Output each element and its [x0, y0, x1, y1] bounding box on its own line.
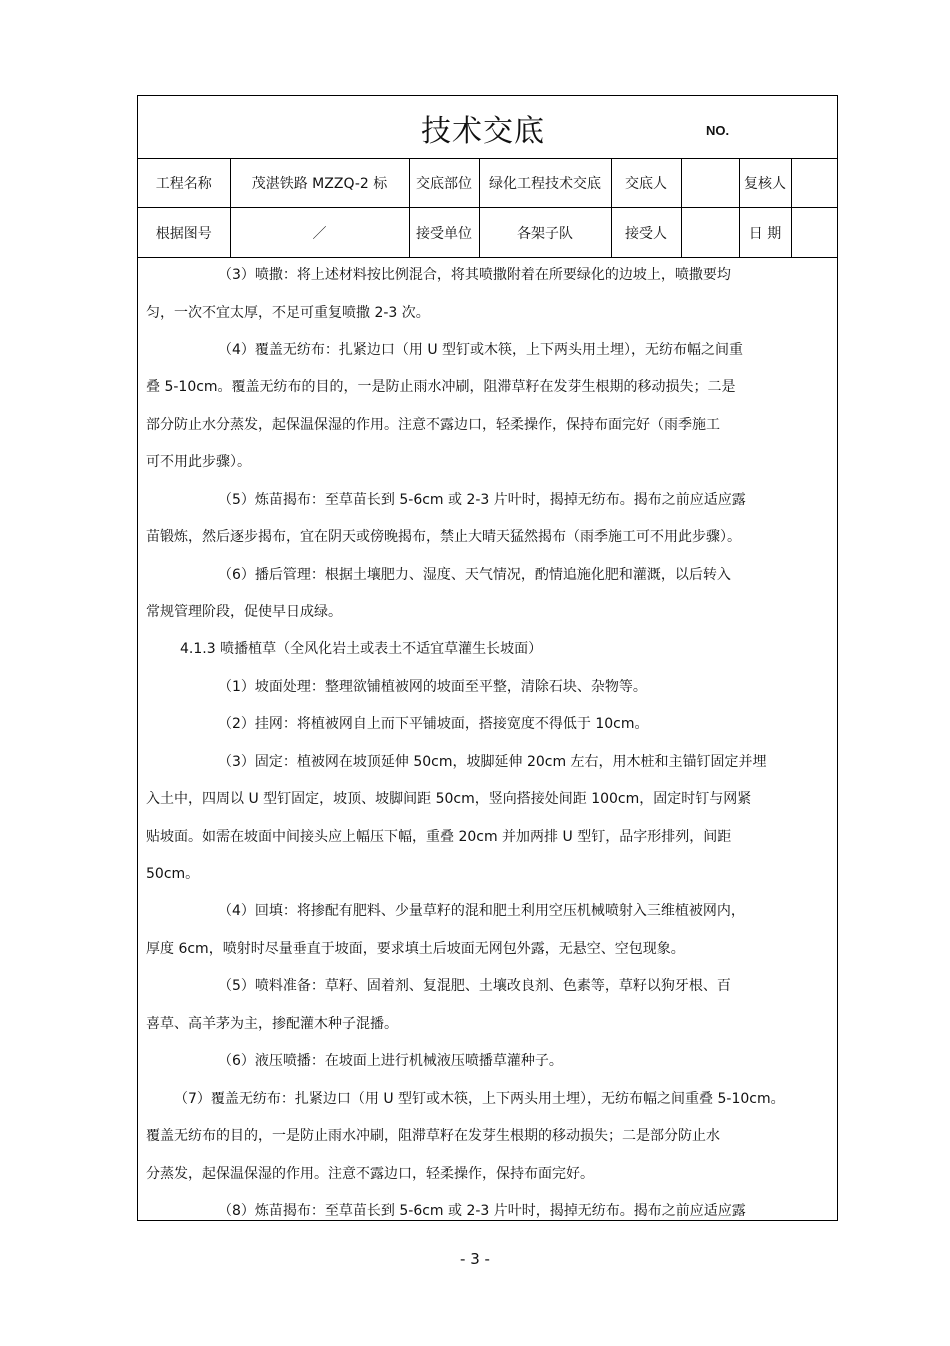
text-line: 入土中，四周以 U 型钉固定，坡顶、坡脚间距 50cm，竖向搭接处间距 100cm，固定时钉与网紧 [146, 791, 752, 807]
text-line: （4）回填：将掺配有肥料、少量草籽的混和肥土利用空压机械喷射入三维植被网内， [218, 903, 745, 919]
text-line: （1）坡面处理：整理欲铺植被网的坡面至平整，清除石块、杂物等。 [218, 679, 647, 695]
cell-drawing-label: 根据图号 [138, 208, 230, 258]
text-line: （4）覆盖无纺布：扎紧边口（用 U 型钉或木筷，上下两头用土埋），无纺布幅之间重 [218, 342, 744, 358]
text-line: （5）喷料准备：草籽、固着剂、复混肥、土壤改良剂、色素等，草籽以狗牙根、百 [218, 978, 731, 994]
text-line: 50cm。 [146, 866, 200, 882]
cell-receiver-unit-label: 接受单位 [409, 208, 479, 258]
text-line: 分蒸发，起保温保湿的作用。注意不露边口，轻柔操作，保持布面完好。 [146, 1166, 594, 1182]
text-line: 厚度 6cm，喷射时尽量垂直于坡面，要求填土后坡面无网包外露，无悬空、空包现象。 [146, 941, 685, 957]
text-line: 常规管理阶段，促使早日成绿。 [146, 604, 342, 620]
text-line: （2）挂网：将植被网自上而下平铺坡面，搭接宽度不得低于 10cm。 [218, 716, 649, 732]
text-line: 贴坡面。如需在坡面中间接头应上幅压下幅，重叠 20cm 并加两排 U 型钉，品字形排列，间距 [146, 829, 732, 845]
cell-reviewer-value [791, 158, 837, 208]
cell-presenter-value [681, 158, 739, 208]
cell-location-label: 交底部位 [409, 158, 479, 208]
number-label: NO. [706, 123, 730, 138]
text-line: （3）喷撒：将上述材料按比例混合，将其喷撒附着在所要绿化的边坡上，喷撒要均 [218, 267, 731, 283]
cell-project-name-value: 茂湛铁路 MZZQ-2 标 [230, 158, 409, 208]
text-line: （7）覆盖无纺布：扎紧边口（用 U 型钉或木筷，上下两头用土埋），无纺布幅之间重叠 5-10cm。 [174, 1091, 785, 1107]
text-line: 覆盖无纺布的目的，一是防止雨水冲刷，阻滞草籽在发芽生根期的移动损失；二是部分防止水 [146, 1128, 720, 1144]
cell-location-value: 绿化工程技术交底 [479, 158, 611, 208]
text-line: （6）液压喷播：在坡面上进行机械液压喷播草灌种子。 [218, 1053, 563, 1069]
text-line: 叠 5-10cm。覆盖无纺布的目的，一是防止雨水冲刷，阻滞草籽在发芽生根期的移动损失；二是 [146, 379, 736, 395]
title-row [138, 96, 837, 159]
cell-date-label: 日 期 [739, 208, 791, 258]
text-line: 部分防止水分蒸发，起保温保湿的作用。注意不露边口，轻柔操作，保持布面完好（雨季施工 [146, 417, 720, 433]
header-row-2 [138, 208, 837, 258]
cell-project-name-label: 工程名称 [138, 158, 230, 208]
cell-drawing-value: ／ [230, 208, 409, 258]
text-line: （6）播后管理：根据土壤肥力、湿度、天气情况，酌情追施化肥和灌溉，以后转入 [218, 567, 731, 583]
header-row-1 [138, 158, 837, 208]
section-heading: 4.1.3 喷播植草（全风化岩土或表土不适宜草灌生长坡面） [180, 641, 543, 657]
text-line: 匀，一次不宜太厚，不足可重复喷撒 2-3 次。 [146, 305, 430, 321]
cell-receiver-value [681, 208, 739, 258]
text-line: 喜草、高羊茅为主，掺配灌木种子混播。 [146, 1016, 398, 1032]
text-line: 苗锻炼，然后逐步揭布，宜在阴天或傍晚揭布，禁止大晴天猛然揭布（雨季施工可不用此步骤）。 [146, 529, 741, 545]
cell-presenter-label: 交底人 [611, 158, 681, 208]
cell-reviewer-label: 复核人 [739, 158, 791, 208]
page-title: 技术交底 [421, 114, 545, 149]
cell-receiver-unit-value: 各架子队 [479, 208, 611, 258]
text-line: （5）炼苗揭布：至草苗长到 5-6cm 或 2-3 片叶时，揭掉无纺布。揭布之前应适应露 [218, 492, 746, 508]
cell-date-value [791, 208, 837, 258]
text-line: （3）固定：植被网在坡顶延伸 50cm，坡脚延伸 20cm 左右，用木桩和主锚钉固定并埋 [218, 754, 767, 770]
page-number: - 3 - [460, 1250, 490, 1268]
document-frame [137, 95, 838, 1221]
cell-receiver-label: 接受人 [611, 208, 681, 258]
text-line: （8）炼苗揭布：至草苗长到 5-6cm 或 2-3 片叶时，揭掉无纺布。揭布之前应适应露 [218, 1203, 746, 1219]
text-line: 可不用此步骤）。 [146, 454, 251, 470]
header-table [138, 158, 837, 258]
